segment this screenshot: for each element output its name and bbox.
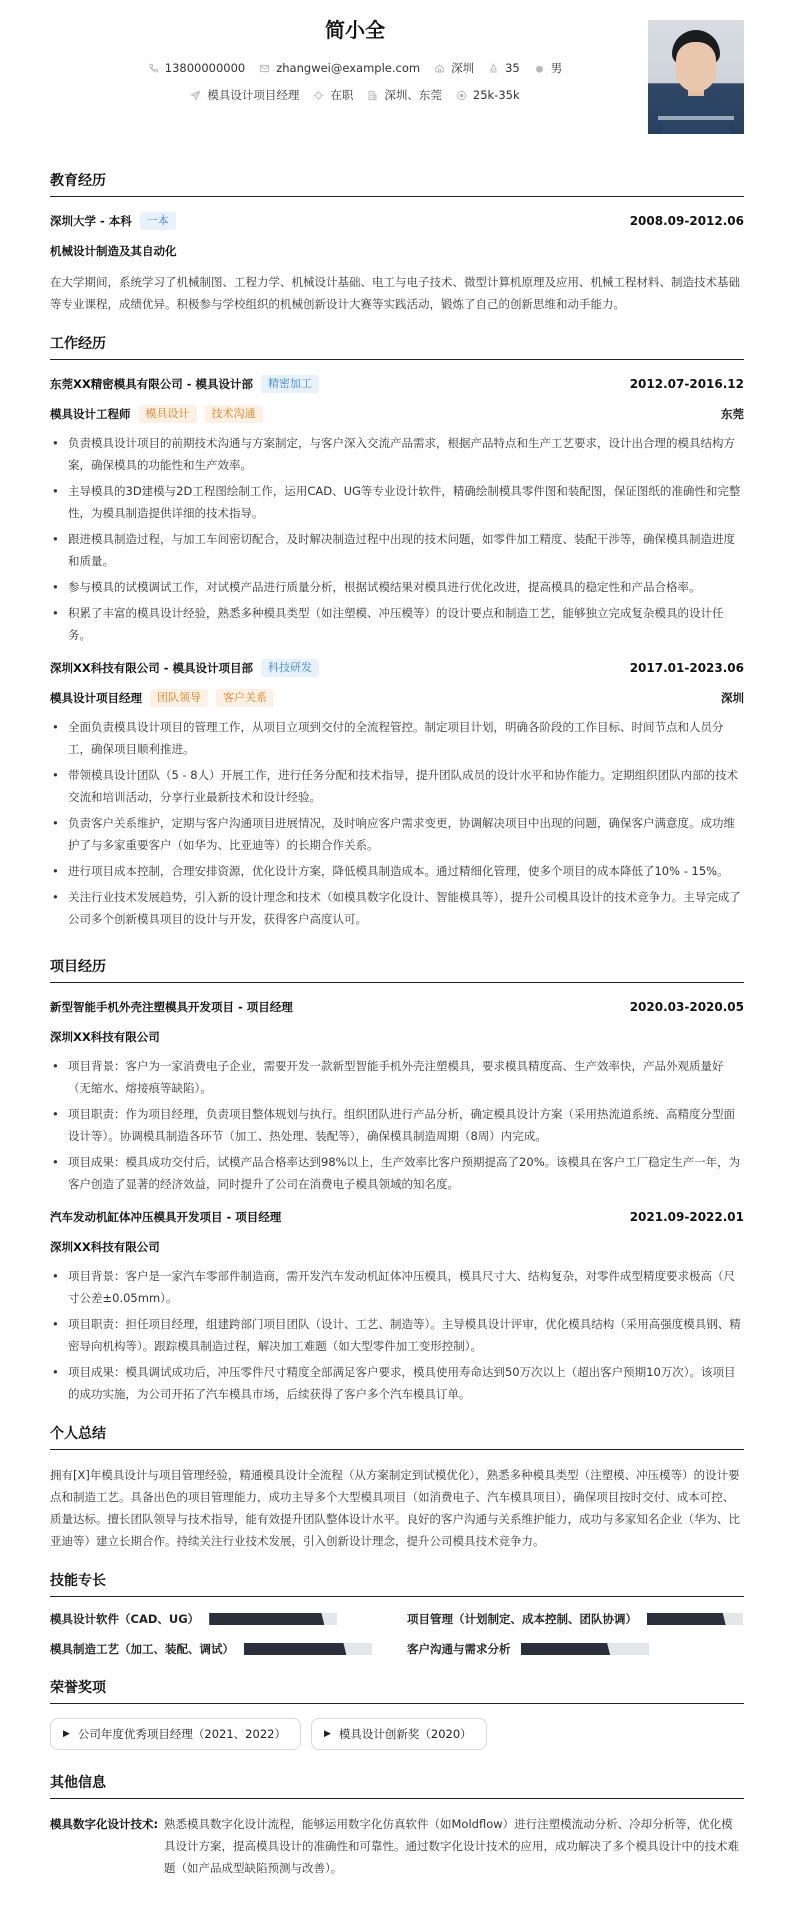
status-value: 在职 xyxy=(330,88,354,102)
avatar-photo xyxy=(648,20,744,134)
work-entry xyxy=(50,374,744,646)
contact-work-city xyxy=(367,87,442,103)
award-label: 公司年度优秀项目经理（2021、2022） xyxy=(77,1727,286,1741)
list-item: • 跟进模具制造过程，与加工车间密切配合，及时解决制造过程中出现的技术问题，如零件加工精度、装配干涉等，确保模具制造进度和质量。 xyxy=(50,528,744,572)
target-job-value: 模具设计项目经理 xyxy=(207,88,300,102)
list-item: • 主导模具的3D建模与2D工程图绘制工作，运用CAD、UG等专业设计软件，精确绘制模具零件图和装配图，保证图纸的准确性和完整性，为模具制造提供详细的技术指导。 xyxy=(50,480,744,524)
project-name: 新型智能手机外壳注塑模具开发项目 - 项目经理 xyxy=(50,1000,293,1014)
skill-bar-fill xyxy=(209,1613,324,1625)
list-item: • 项目背景：客户是一家汽车零部件制造商，需开发汽车发动机缸体冲压模具，模具尺寸大、结构复杂，对零件成型精度要求极高（尺寸公差±0.05mm）。 xyxy=(50,1265,744,1309)
list-item: • 项目职责：作为项目经理，负责项目整体规划与执行。组织团队进行产品分析，确定模具设计方案（采用热流道系统、高精度分型面设计等）。协调模具制造各环节（加工、热处理、装配等），确保模具制造周期（8周）内完成。 xyxy=(50,1103,744,1147)
project-bullets xyxy=(50,1265,744,1405)
skill-label: 客户沟通与需求分析 xyxy=(407,1642,511,1656)
contact-gender xyxy=(534,60,563,76)
list-item: • 全面负责模具设计项目的管理工作，从项目立项到交付的全流程管控。制定项目计划，明确各阶段的工作目标、时间节点和人员分工，确保项目顺利推进。 xyxy=(50,716,744,760)
role-tag: 客户关系 xyxy=(216,689,274,707)
project-date: 2021.09-2022.01 xyxy=(629,1210,744,1224)
project-date: 2020.03-2020.05 xyxy=(629,1000,744,1014)
award-item xyxy=(311,1718,487,1750)
role-tag: 技术沟通 xyxy=(205,405,263,423)
section-title: 荣誉奖项 xyxy=(50,1677,744,1704)
skill-bar xyxy=(209,1613,337,1625)
work-date: 2017.01-2023.06 xyxy=(629,661,744,675)
role-tag: 模具设计 xyxy=(139,405,197,423)
project-name: 汽车发动机缸体冲压模具开发项目 - 项目经理 xyxy=(50,1210,282,1224)
section-title: 其他信息 xyxy=(50,1772,744,1799)
age-value: 35 xyxy=(505,61,520,75)
section-work xyxy=(50,333,744,930)
section-summary xyxy=(50,1423,744,1552)
section-awards xyxy=(50,1677,744,1750)
list-item: • 积累了丰富的模具设计经验，熟悉多种模具类型（如注塑模、冲压模等）的设计要点和制造工艺，能够独立完成复杂模具的设计任务。 xyxy=(50,602,744,646)
salary-icon xyxy=(456,90,467,101)
skill-bar-fill xyxy=(244,1643,346,1655)
skill-bar-fill xyxy=(647,1613,726,1625)
status-icon xyxy=(313,90,324,101)
job-role: 模具设计项目经理 xyxy=(50,691,142,705)
phone-value: 13800000000 xyxy=(164,61,246,75)
project-entry xyxy=(50,997,744,1195)
triangle-right-icon: ▶ xyxy=(323,1729,331,1739)
work-bullets xyxy=(50,716,744,930)
award-item xyxy=(50,1718,301,1750)
contact-row-job xyxy=(50,87,660,103)
company-tag: 精密加工 xyxy=(261,375,319,393)
skill-item xyxy=(50,1611,387,1627)
list-item: • 项目成果：模具调试成功后，冲压零件尺寸精度全部满足客户要求，模具使用寿命达到50万次以上（超出客户预期10万次）。该项目的成功实施，为公司开拓了汽车模具市场，后续获得了客户多个汽车模具订单。 xyxy=(50,1361,744,1405)
skill-item xyxy=(50,1641,387,1657)
contact-row-basic xyxy=(50,60,660,76)
list-item: • 项目职责：担任项目经理，组建跨部门项目团队（设计、工艺、制造等）。主导模具设计评审，优化模具结构（采用高强度模具钢、精密导向机构等）。跟踪模具制造过程，解决加工难题（如大型零件加工变形控制）。 xyxy=(50,1313,744,1357)
building-icon xyxy=(367,90,378,101)
send-icon xyxy=(190,90,201,101)
candidate-name: 简小全 xyxy=(325,18,385,42)
list-item: • 进行项目成本控制，合理安排资源，优化设计方案，降低模具制造成本。通过精细化管理，使多个项目的成本降低了10% - 15%。 xyxy=(50,860,744,882)
school-name: 深圳大学 - 本科 xyxy=(50,214,132,228)
triangle-right-icon: ▶ xyxy=(63,1729,70,1739)
mail-icon xyxy=(259,63,270,74)
skill-label: 模具制造工艺（加工、装配、调试） xyxy=(50,1642,234,1656)
skill-item xyxy=(407,1641,744,1657)
section-projects xyxy=(50,956,744,1405)
gender-icon xyxy=(534,63,545,74)
contact-target-job xyxy=(190,87,299,103)
work-location: 东莞 xyxy=(721,407,744,421)
contact-email xyxy=(259,61,420,75)
contact-phone xyxy=(148,61,245,75)
skill-item xyxy=(407,1611,744,1627)
skill-label: 项目管理（计划制定、成本控制、团队协调） xyxy=(407,1612,637,1626)
section-education xyxy=(50,170,744,315)
education-description: 在大学期间，系统学习了机械制图、工程力学、机械设计基础、电工与电子技术、微型计算机原理及应用、机械工程材料、制造技术基础等专业课程，成绩优异。积极参与学校组织的机械创新设计大赛等实践活动，锻炼了自己的创新思维和动手能力。 xyxy=(50,275,740,311)
contact-age xyxy=(488,61,520,75)
skill-label: 模具设计软件（CAD、UG） xyxy=(50,1612,200,1626)
section-title: 个人总结 xyxy=(50,1423,744,1450)
company-name: 东莞XX精密模具有限公司 - 模具设计部 xyxy=(50,377,254,391)
city-value: 深圳 xyxy=(451,61,475,75)
award-label: 模具设计创新奖（2020） xyxy=(338,1727,472,1741)
list-item: • 关注行业技术发展趋势，引入新的设计理念和技术（如模具数字化设计、智能模具等），提升公司模具设计的技术竞争力。主导完成了公司多个创新模具项目的设计与开发，获得客户高度认可。 xyxy=(50,886,744,930)
education-entry xyxy=(50,211,744,315)
section-title: 教育经历 xyxy=(50,170,744,197)
project-entry xyxy=(50,1207,744,1405)
skill-bar xyxy=(521,1643,649,1655)
work-city-value: 深圳、东莞 xyxy=(384,88,442,102)
list-item: • 带领模具设计团队（5 - 8人）开展工作，进行任务分配和技术指导，提升团队成员的设计水平和协作能力。定期组织团队内部的技术交流和培训活动，分享行业最新技术和设计经验。 xyxy=(50,764,744,808)
job-role: 模具设计工程师 xyxy=(50,407,131,421)
school-tag: 一本 xyxy=(140,212,176,230)
section-other xyxy=(50,1772,744,1879)
work-entry xyxy=(50,658,744,930)
company-tag: 科技研发 xyxy=(261,659,319,677)
work-bullets xyxy=(50,432,744,646)
major: 机械设计制造及其自动化 xyxy=(50,244,177,258)
section-title: 工作经历 xyxy=(50,333,744,360)
skill-bar xyxy=(647,1613,743,1625)
list-item: • 负责模具设计项目的前期技术沟通与方案制定，与客户深入交流产品需求，根据产品特点和生产工艺要求，设计出合理的模具结构方案，确保模具的功能性和生产效率。 xyxy=(50,432,744,476)
list-item: • 项目背景：客户为一家消费电子企业，需要开发一款新型智能手机外壳注塑模具，要求模具精度高、生产效率快，产品外观质量好（无缩水、熔接痕等缺陷）。 xyxy=(50,1055,744,1099)
contact-city xyxy=(434,60,474,76)
other-text: 熟悉模具数字化设计流程，能够运用数字化仿真软件（如Moldflow）进行注塑模流动分析、冷却分析等，优化模具设计方案，提高模具设计的准确性和可靠性。通过数字化设计技术的应用，成功解决了多个模具设计中的技术难题（如产品成型缺陷预测与改善）。 xyxy=(164,1817,739,1875)
salary-value: 25k-35k xyxy=(472,88,520,102)
summary-text: 拥有[X]年模具设计与项目管理经验，精通模具设计全流程（从方案制定到试模优化），熟悉多种模具类型（注塑模、冲压模等）的设计要点和制造工艺。具备出色的项目管理能力，成功主导多个大型模具项目（如消费电子、汽车模具项目），确保项目按时交付、成本可控、质量达标。擅长团队领导与技术指导，能有效提升团队整体设计水平。良好的客户沟通与关系维护能力，成功与多家知名企业（华为、比亚迪等）建立长期合作。持续关注行业技术发展，引入创新设计理念，提升公司模具技术竞争力。 xyxy=(50,1468,740,1548)
company-name: 深圳XX科技有限公司 - 模具设计项目部 xyxy=(50,661,254,675)
home-icon xyxy=(434,63,445,74)
contact-salary xyxy=(456,88,520,102)
gender-value: 男 xyxy=(550,61,563,75)
project-company: 深圳XX科技有限公司 xyxy=(50,1030,160,1044)
phone-icon xyxy=(148,63,159,74)
other-label: 模具数字化设计技术: xyxy=(50,1817,159,1831)
awards-list xyxy=(50,1718,744,1750)
list-item: • 负责客户关系维护，定期与客户沟通项目进展情况，及时响应客户需求变更，协调解决项目中出现的问题，确保客户满意度。成功维护了与多家重要客户（如华为、比亚迪等）的长期合作关系。 xyxy=(50,812,744,856)
contact-status xyxy=(313,87,353,103)
project-company: 深圳XX科技有限公司 xyxy=(50,1240,160,1254)
section-title: 项目经历 xyxy=(50,956,744,983)
work-location: 深圳 xyxy=(721,691,744,705)
role-tag: 团队领导 xyxy=(150,689,208,707)
section-skills xyxy=(50,1570,744,1657)
skill-bar-fill xyxy=(521,1643,611,1655)
resume-header xyxy=(50,0,744,160)
section-title: 技能专长 xyxy=(50,1570,744,1597)
email-value: zhangwei@example.com xyxy=(276,61,421,75)
list-item: • 参与模具的试模调试工作，对试模产品进行质量分析，根据试模结果对模具进行优化改进，提高模具的稳定性和产品合格率。 xyxy=(50,576,744,598)
list-item: • 项目成果：模具成功交付后，试模产品合格率达到98%以上，生产效率比客户预期提高了20%。该模具在客户工厂稳定生产一年，为客户创造了显著的经济效益，同时提升了公司在消费电子模具领域的知名度。 xyxy=(50,1151,744,1195)
skill-bar xyxy=(244,1643,372,1655)
age-icon xyxy=(488,63,499,74)
skills-grid xyxy=(50,1611,744,1657)
project-bullets xyxy=(50,1055,744,1195)
other-item xyxy=(50,1813,744,1879)
education-date: 2008.09-2012.06 xyxy=(629,214,744,228)
work-date: 2012.07-2016.12 xyxy=(629,377,744,391)
